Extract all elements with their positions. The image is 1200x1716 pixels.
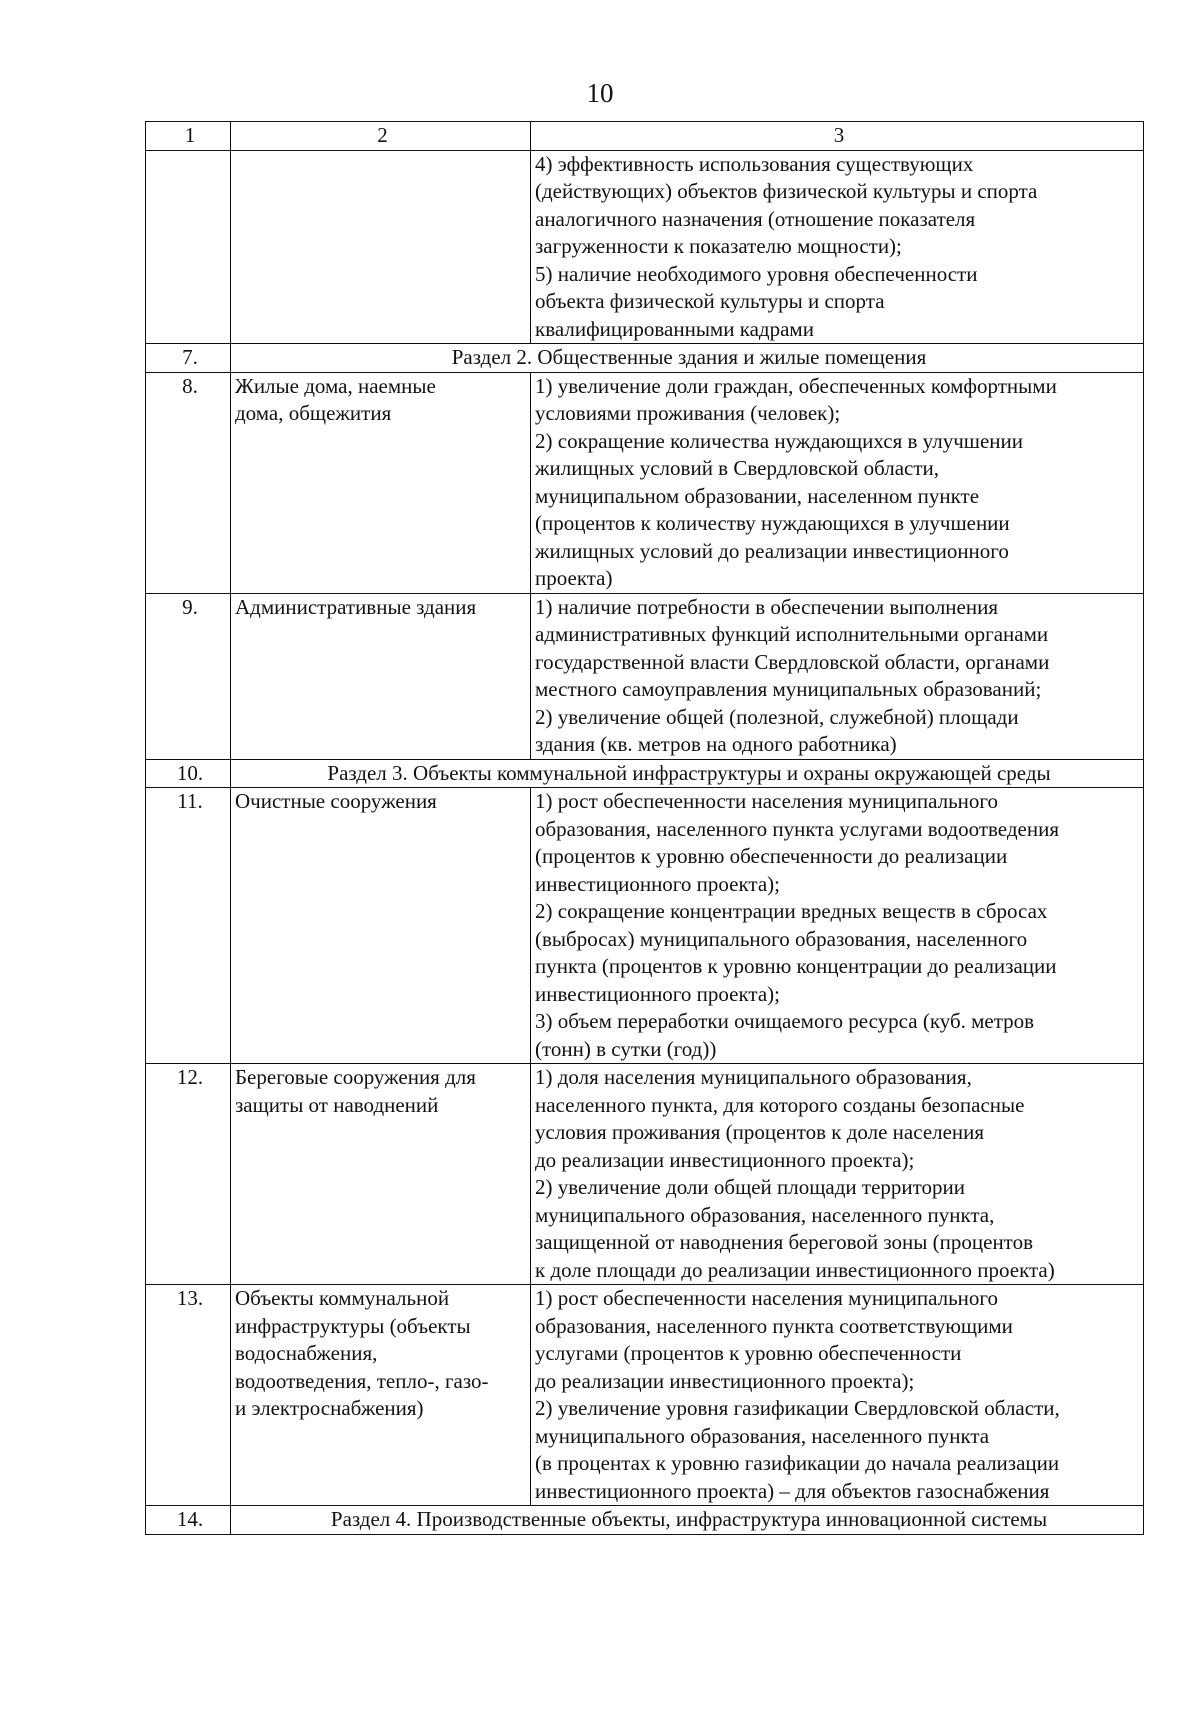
criteria-line: 2) сокращение количества нуждающихся в улучшении bbox=[535, 428, 1024, 453]
criteria-line: 2) сокращение концентрации вредных веществ в сбросах bbox=[535, 899, 1048, 923]
criteria-line: 2) увеличение уровня газификации Свердловской области, bbox=[535, 1396, 1060, 1420]
criteria-line: услугами (процентов к уровню обеспеченности bbox=[535, 1341, 962, 1365]
criteria-line: (процентов к уровню обеспеченности до реализации bbox=[535, 844, 1008, 868]
object-name-line: инфраструктуры (объекты bbox=[235, 1313, 471, 1338]
criteria-line: (действующих) объектов физической культуры и спорта bbox=[535, 179, 1038, 203]
criteria-line: инвестиционного проекта) – для объектов газоснабжения bbox=[535, 1478, 1050, 1503]
criteria-line: жилищных условий в Свердловской области, bbox=[535, 456, 940, 480]
criteria-line: муниципальном образовании, населенном пункте bbox=[535, 483, 980, 508]
table-row-11 bbox=[146, 788, 1144, 1064]
criteria-line: административных функций исполнительными органами bbox=[535, 622, 1049, 646]
criteria-line: образования, населенного пункта соответствующими bbox=[535, 1313, 1013, 1338]
criteria-line: (процентов к количеству нуждающихся в улучшении bbox=[535, 511, 1010, 535]
criteria-line: муниципального образования, населенного пункта, bbox=[535, 1202, 995, 1227]
object-name-line: Административные здания bbox=[235, 594, 477, 619]
criteria-line: населенного пункта, для которого созданы безопасные bbox=[535, 1092, 1025, 1117]
object-name-line: Очистные сооружения bbox=[235, 789, 437, 813]
criteria-line: 2) увеличение общей (полезной, служебной) площади bbox=[535, 704, 1019, 729]
criteria-line: до реализации инвестиционного проекта); bbox=[535, 1368, 915, 1393]
table-row-12 bbox=[146, 1064, 1144, 1285]
header-cell-3: 3 bbox=[531, 122, 1144, 151]
criteria-line: муниципального образования, населенного пункта bbox=[535, 1423, 990, 1448]
object-name-line: и электроснабжения) bbox=[235, 1396, 424, 1420]
object-name-line: Береговые сооружения для bbox=[235, 1065, 476, 1089]
criteria-line: пункта (процентов к уровню концентрации до реализации bbox=[535, 954, 1057, 978]
criteria-line: местного самоуправления муниципальных образований; bbox=[535, 677, 1042, 701]
criteria-line: 4) эффективность использования существующих bbox=[535, 151, 974, 176]
object-name-cell bbox=[231, 372, 531, 593]
criteria-line: (тонн) в сутки (год)) bbox=[535, 1036, 717, 1061]
criteria-line: защищенной от наводнения береговой зоны (процентов bbox=[535, 1230, 1034, 1254]
criteria-line: инвестиционного проекта); bbox=[535, 981, 780, 1006]
criteria-line: инвестиционного проекта); bbox=[535, 871, 780, 896]
row-number: 9. bbox=[146, 593, 231, 759]
criteria-line: до реализации инвестиционного проекта); bbox=[535, 1147, 915, 1172]
header-cell-1: 1 bbox=[146, 122, 231, 151]
criteria-line: жилищных условий до реализации инвестиционного bbox=[535, 538, 1009, 563]
criteria-line: объекта физической культуры и спорта bbox=[535, 289, 885, 313]
object-name-line: водоснабжения, bbox=[235, 1341, 378, 1365]
criteria-cell bbox=[531, 150, 1144, 344]
criteria-line: образования, населенного пункта услугами водоотведения bbox=[535, 816, 1059, 841]
criteria-line: 1) увеличение доли граждан, обеспеченных комфортными bbox=[535, 373, 1057, 398]
object-name-cell bbox=[231, 1064, 531, 1285]
table-row-section-4 bbox=[146, 1506, 1144, 1535]
criteria-line: здания (кв. метров на одного работника) bbox=[535, 732, 897, 756]
row-number: 7. bbox=[146, 344, 231, 373]
row-number: 10. bbox=[146, 759, 231, 788]
row-number: 8. bbox=[146, 372, 231, 593]
object-name-line: защиты от наводнений bbox=[235, 1092, 439, 1117]
criteria-line: (выбросах) муниципального образования, населенного bbox=[535, 926, 1028, 951]
criteria-line: государственной власти Свердловской области, органами bbox=[535, 649, 1050, 674]
table-row-section-2 bbox=[146, 344, 1144, 373]
table-header-row bbox=[146, 122, 1144, 151]
table-row-13 bbox=[146, 1285, 1144, 1506]
criteria-line: 1) наличие потребности в обеспечении выполнения bbox=[535, 594, 999, 619]
row-number: 11. bbox=[146, 788, 231, 1064]
table-row-8 bbox=[146, 372, 1144, 593]
criteria-cell bbox=[531, 1064, 1144, 1285]
criteria-line: проекта) bbox=[535, 566, 613, 590]
criteria-line: квалифицированными кадрами bbox=[535, 316, 814, 341]
criteria-line: 1) рост обеспеченности населения муниципального bbox=[535, 1286, 999, 1310]
criteria-line: (в процентах к уровню газификации до начала реализации bbox=[535, 1451, 1060, 1475]
object-name-cell bbox=[231, 1285, 531, 1506]
criteria-line: 2) увеличение доли общей площади территории bbox=[535, 1175, 966, 1199]
header-cell-2: 2 bbox=[231, 122, 531, 151]
page-number: 10 bbox=[586, 78, 614, 108]
object-name-cell bbox=[231, 150, 531, 344]
section-heading: Раздел 3. Объекты коммунальной инфраструктуры и охраны окружающей среды bbox=[231, 759, 1144, 788]
object-name-line: водоотведения, тепло-, газо- bbox=[235, 1368, 489, 1393]
criteria-line: условиями проживания (человек); bbox=[535, 401, 841, 425]
row-number-cell bbox=[146, 150, 231, 344]
row-number: 14. bbox=[146, 1506, 231, 1535]
row-number: 13. bbox=[146, 1285, 231, 1506]
object-name-line: дома, общежития bbox=[235, 401, 392, 425]
criteria-cell bbox=[531, 1285, 1144, 1506]
criteria-line: загруженности к показателю мощности); bbox=[535, 234, 902, 258]
criteria-cell bbox=[531, 593, 1144, 759]
criteria-table bbox=[145, 121, 1144, 1535]
section-heading: Раздел 2. Общественные здания и жилые помещения bbox=[231, 344, 1144, 373]
criteria-line: условия проживания (процентов к доле населения bbox=[535, 1120, 985, 1144]
criteria-line: 3) объем переработки очищаемого ресурса (куб. метров bbox=[535, 1009, 1035, 1033]
criteria-line: 1) доля населения муниципального образования, bbox=[535, 1065, 972, 1089]
object-name-line: Жилые дома, наемные bbox=[235, 373, 436, 398]
criteria-line: 1) рост обеспеченности населения муниципального bbox=[535, 789, 999, 813]
row-number: 12. bbox=[146, 1064, 231, 1285]
criteria-line: аналогичного назначения (отношение показателя bbox=[535, 206, 976, 231]
table-row-section-3 bbox=[146, 759, 1144, 788]
criteria-line: 5) наличие необходимого уровня обеспеченности bbox=[535, 261, 978, 286]
criteria-cell bbox=[531, 788, 1144, 1064]
table-row-continuation bbox=[146, 150, 1144, 344]
object-name-cell bbox=[231, 593, 531, 759]
criteria-cell bbox=[531, 372, 1144, 593]
table-row-9 bbox=[146, 593, 1144, 759]
criteria-line: к доле площади до реализации инвестиционного проекта) bbox=[535, 1257, 1055, 1282]
object-name-line: Объекты коммунальной bbox=[235, 1286, 450, 1310]
section-heading: Раздел 4. Производственные объекты, инфраструктура инновационной системы bbox=[231, 1506, 1144, 1535]
object-name-cell bbox=[231, 788, 531, 1064]
